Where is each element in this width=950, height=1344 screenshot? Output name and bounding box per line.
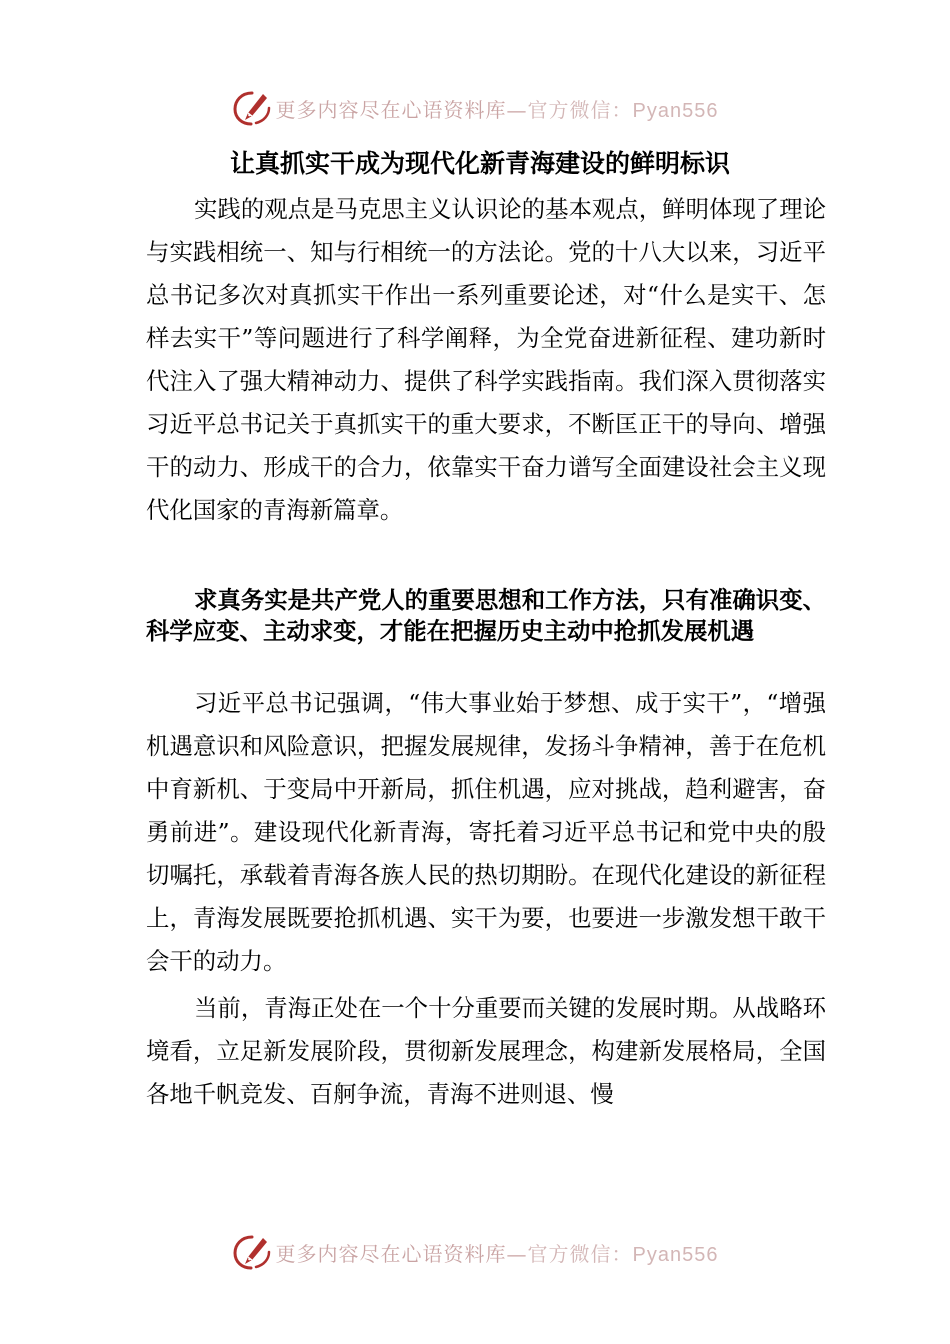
header-banner bbox=[0, 88, 950, 128]
paragraph-body-2: 当前，青海正处在一个十分重要而关键的发展时期。从战略环境看，立足新发展阶段，贯彻新发展理念，构建新发展格局，全国各地千帆竞发、百舸争流，青海不进则退、慢 bbox=[146, 994, 826, 1108]
paragraph-body-1: 习近平总书记强调，“伟大事业始于梦想、成于实干”，“增强机遇意识和风险意识，把握发展规律，发扬斗争精神，善于在危机中育新机、于变局中开新局，抓住机遇，应对挑战，趋利避害，奋勇前进”。建设现代化新青海，寄托着习近平总书记和党中央的殷切嘱托，承载着青海各族人民的热切期盼。在现代化建设的新征程上，青海发展既要抢抓机遇、实干为要，也要进一步激发想干敢干会干的动力。 bbox=[146, 689, 826, 975]
pen-nib-logo-icon bbox=[232, 1233, 272, 1271]
banner-wechat-text: 官方微信：Pyan556 bbox=[527, 99, 719, 122]
banner-wechat-text: 官方微信：Pyan556 bbox=[527, 1243, 719, 1266]
footer-banner bbox=[0, 1232, 950, 1272]
pen-nib-logo-icon bbox=[232, 89, 272, 127]
banner-lead-text: 更多内容尽在心语资料库— bbox=[275, 1241, 528, 1266]
banner-lead-text: 更多内容尽在心语资料库— bbox=[275, 97, 528, 122]
document-title: 让真抓实干成为现代化新青海建设的鲜明标识 bbox=[229, 149, 730, 178]
section-heading: 求真务实是共产党人的重要思想和工作方法，只有准确识变、科学应变、主动求变，才能在把握历史主动中抢抓发展机遇 bbox=[146, 586, 826, 645]
paragraph-intro: 实践的观点是马克思主义认识论的基本观点，鲜明体现了理论与实践相统一、知与行相统一的方法论。党的十八大以来，习近平总书记多次对真抓实干作出一系列重要论述，对“什么是实干、怎样去实干”等问题进行了科学阐释，为全党奋进新征程、建功新时代注入了强大精神动力、提供了科学实践指南。我们深入贯彻落实习近平总书记关于真抓实干的重大要求，不断匡正干的导向、增强干的动力、形成干的合力，依靠实干奋力谱写全面建设社会主义现代化国家的青海新篇章。 bbox=[146, 195, 826, 524]
